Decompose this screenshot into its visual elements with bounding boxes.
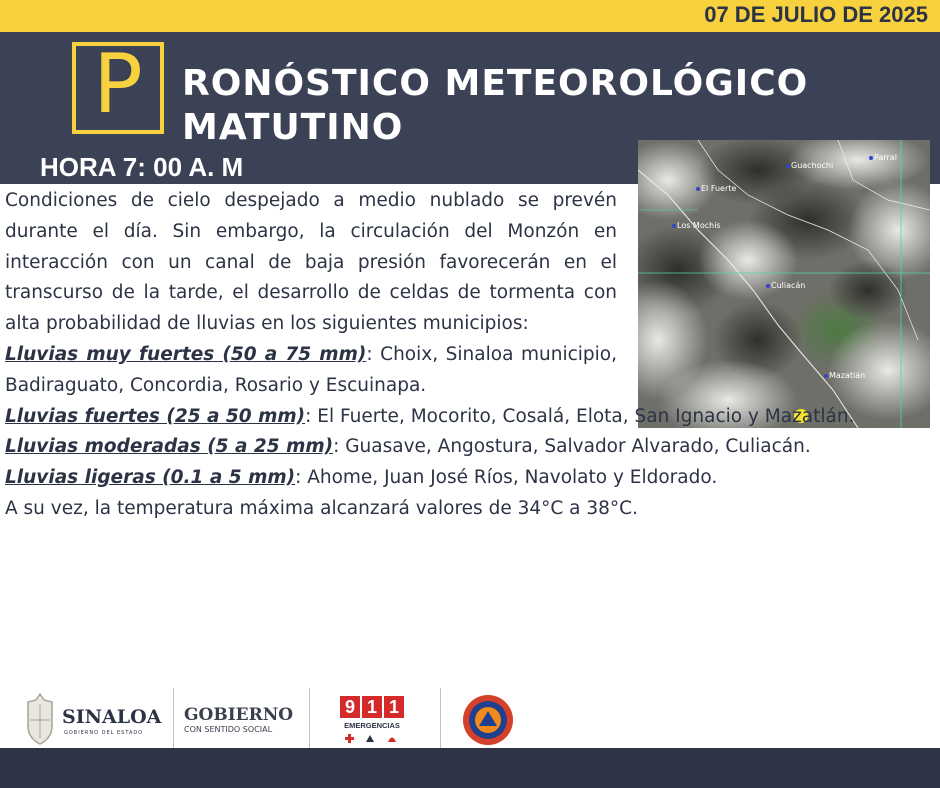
forecast-light	[5, 463, 930, 494]
page-title	[182, 62, 808, 150]
digit-box: 1	[362, 696, 382, 718]
emergency-services-icons	[340, 732, 404, 744]
very-heavy-label: Lluvias muy fuertes (50 a 75 mm)	[5, 343, 367, 365]
digit-box: 1	[384, 696, 404, 718]
forecast-temperature: A su vez, la temperatura máxima alcanzará valores de 34°C a 38°C.	[5, 497, 638, 519]
proteccion-civil-text	[462, 690, 463, 691]
state-seal-icon	[24, 692, 56, 746]
light-text: : Ahome, Juan José Ríos, Navolato y Eldorado.	[295, 467, 718, 489]
civil-protection-emblem-icon	[462, 694, 514, 746]
forecast-very-heavy	[5, 340, 617, 402]
logo-divider	[309, 688, 310, 750]
very-heavy-text: : Choix, Sinaloa municipio, Badiraguato, Concordia, Rosario y Escuinapa.	[5, 343, 617, 396]
gobierno-logo	[184, 690, 304, 750]
logo-divider	[173, 688, 174, 750]
heavy-label: Lluvias fuertes (25 a 50 mm)	[5, 405, 306, 427]
digit-box: 9	[340, 696, 360, 718]
footer-bar	[0, 748, 940, 788]
city-label: El Fuerte	[701, 184, 737, 193]
gobierno-subtitle: CON SENTIDO SOCIAL	[184, 725, 273, 734]
city-label: Parral	[874, 153, 897, 162]
report-date: 07 DE JULIO DE 2025	[704, 2, 928, 27]
forecast-body	[5, 186, 930, 525]
heavy-text: : El Fuerte, Mocorito, Cosalá, Elota, San Ignacio y Mazatlán.	[305, 405, 855, 427]
moderate-text: : Guasave, Angostura, Salvador Alvarado, Culiacán.	[333, 436, 811, 458]
date-bar	[0, 0, 940, 32]
sinaloa-subtitle: GOBIERNO DEL ESTADO	[64, 730, 144, 736]
city-label: Culiacán	[771, 281, 806, 290]
title-line-1: RONÓSTICO METEOROLÓGICO	[182, 63, 809, 104]
logo-divider	[440, 688, 441, 750]
city-label: Guachochi	[791, 161, 834, 170]
title-line-2: MATUTINO	[182, 107, 404, 148]
forecast-heavy	[5, 402, 930, 433]
emergencias-911-logo	[340, 690, 406, 750]
report-time: HORA 7: 00 A. M	[40, 152, 244, 182]
emergencias-text: EMERGENCIAS	[344, 721, 400, 730]
sinaloa-logo	[24, 690, 174, 750]
title-initial: P	[93, 37, 143, 132]
gobierno-wordmark: GOBIERNO	[184, 705, 294, 725]
forecast-moderate	[5, 432, 930, 463]
moderate-label: Lluvias moderadas (5 a 25 mm)	[5, 436, 334, 458]
city-label: Los Mochis	[677, 221, 721, 230]
light-label: Lluvias ligeras (0.1 a 5 mm)	[5, 467, 296, 489]
forecast-intro: Condiciones de cielo despejado a medio nublado se prevén durante el día. Sin embargo, la circulación del Monzón en interacción con un canal de baja presión favorecerán en el transcurso de la tarde, el desarrollo de celdas de tormenta con alta probabilidad de lluvias en los siguientes municipios:	[5, 190, 617, 335]
sinaloa-wordmark: SINALOA	[62, 706, 162, 728]
city-label: Mazatlán	[829, 371, 866, 380]
title-initial-box	[72, 37, 164, 134]
proteccion-civil-logo	[462, 690, 516, 750]
